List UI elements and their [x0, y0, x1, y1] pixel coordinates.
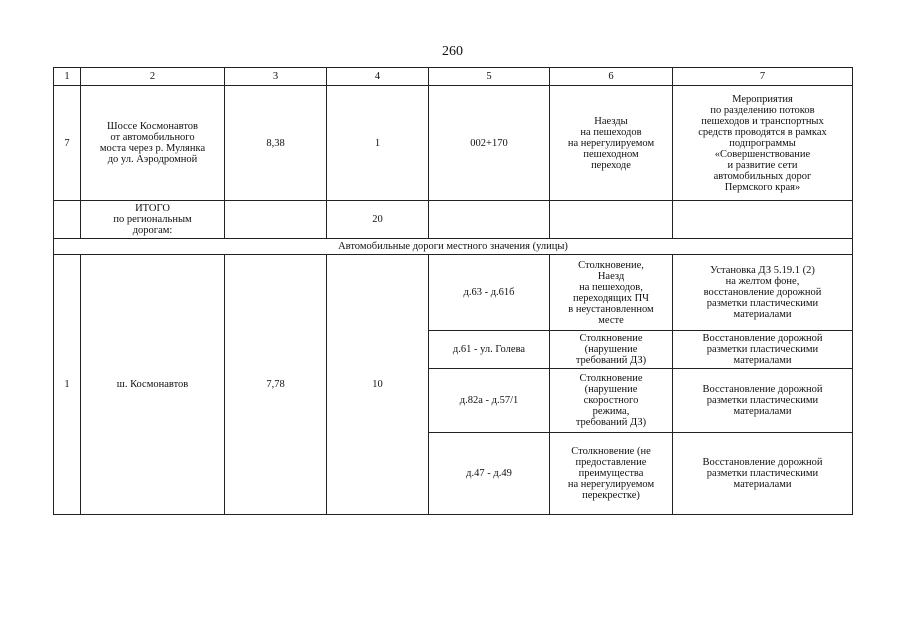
road-name: ш. Космонавтов	[81, 255, 225, 515]
header-row	[54, 68, 853, 86]
measures: Установка ДЗ 5.19.1 (2) на желтом фоне, восстановление дорожной разметки пластическими материалами	[673, 255, 853, 331]
table-row	[54, 255, 853, 331]
measures: Восстановление дорожной разметки пластическими материалами	[673, 433, 853, 515]
column-header: 6	[550, 68, 673, 86]
location: 002+170	[429, 86, 550, 201]
column-header: 2	[81, 68, 225, 86]
accident-count: 10	[327, 255, 429, 515]
accident-type: Столкновение (нарушение скоростного режима, требований ДЗ)	[550, 369, 673, 433]
row-number: 1	[54, 255, 81, 515]
accident-count: 1	[327, 86, 429, 201]
road-name: Шоссе Космонавтов от автомобильного моста через р. Мулянка до ул. Аэродромной	[81, 86, 225, 201]
row-number: 7	[54, 86, 81, 201]
total-label: ИТОГО по региональным дорогам:	[81, 201, 225, 239]
section-row	[54, 239, 853, 255]
total-row	[54, 201, 853, 239]
location: д.82а - д.57/1	[429, 369, 550, 433]
section-title: Автомобильные дороги местного значения (улицы)	[54, 239, 853, 255]
accident-type: Столкновение (нарушение требований ДЗ)	[550, 331, 673, 369]
table-row	[54, 86, 853, 201]
column-header: 3	[225, 68, 327, 86]
road-length: 8,38	[225, 86, 327, 201]
column-header: 1	[54, 68, 81, 86]
measures: Восстановление дорожной разметки пластическими материалами	[673, 369, 853, 433]
column-header: 5	[429, 68, 550, 86]
accident-type: Наезды на пешеходов на нерегулируемом пешеходном переходе	[550, 86, 673, 201]
location: д.63 - д.61б	[429, 255, 550, 331]
location: д.61 - ул. Голева	[429, 331, 550, 369]
page-number: 260	[442, 44, 463, 59]
accident-sites-table	[53, 67, 853, 515]
accident-type: Столкновение (не предоставление преимущества на нерегулируемом перекрестке)	[550, 433, 673, 515]
column-header: 7	[673, 68, 853, 86]
total-count: 20	[327, 201, 429, 239]
location: д.47 - д.49	[429, 433, 550, 515]
accident-type: Столкновение, Наезд на пешеходов, переходящих ПЧ в неустановленном месте	[550, 255, 673, 331]
column-header: 4	[327, 68, 429, 86]
measures: Восстановление дорожной разметки пластическими материалами	[673, 331, 853, 369]
road-length: 7,78	[225, 255, 327, 515]
measures: Мероприятия по разделению потоков пешеходов и транспортных средств проводятся в рамках подпрограммы «Совершенствование и развитие сети автомобильных дорог Пермского края»	[673, 86, 853, 201]
